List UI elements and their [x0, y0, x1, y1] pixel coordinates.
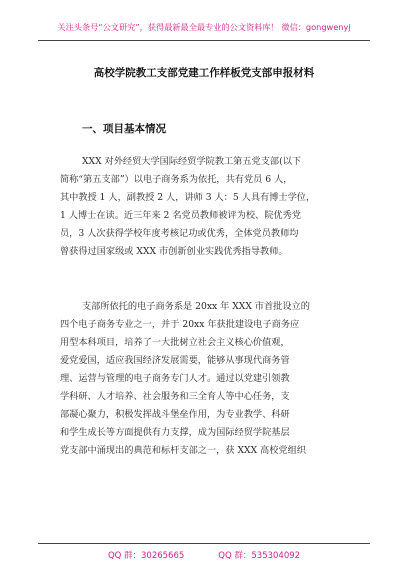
paragraph-line: XXX 对外经贸大学国际经贸学院教工第五党支部(以下 — [82, 156, 302, 167]
section-heading: 一、项目基本情况 — [82, 123, 166, 135]
paragraph-line: 和学生成长等方面提供有力支撑，成为国际经贸学院基层 — [60, 427, 290, 438]
paragraph-line: 1 人博士在读。近三年来 2 名党员教师被评为校、院优秀党 — [60, 210, 301, 221]
document-title: 高校学院教工支部党建工作样板党支部申报材料 — [93, 67, 315, 79]
paragraph-line: 理、运营与管理的电子商务专门人才。通过以党建引领教 — [60, 373, 290, 384]
paragraph-line: 简称“第五支部”）以电子商务系为依托，共有党员 6 人， — [60, 174, 293, 185]
footer-contacts — [0, 549, 408, 561]
qq-group-1: QQ 群：30265665 — [107, 551, 185, 561]
footer-divider — [38, 543, 370, 544]
paragraph-line: 爱党爱国，适应我国经济发展需要，能够从事现代商务管 — [60, 355, 290, 366]
paragraph-line: 党支部中涌现出的典范和标杆支部之一，获 XXX 高校党组织 — [60, 445, 306, 456]
header-divider — [38, 40, 370, 41]
qq-group-2: QQ 群：535304092 — [218, 551, 301, 561]
paragraph-line: 学科研、人才培养、社会服务和三全育人等中心任务，支 — [60, 391, 290, 402]
paragraph-line: 员，3 人次获得学校年度考核记功或优秀，全体党员教师均 — [60, 228, 299, 239]
paragraph-line: 四个电子商务专业之一，并于 20xx 年获批建设电子商务应 — [60, 319, 300, 330]
paragraph-line: 曾获得过国家级或 XXX 市创新创业实践优秀指导教师。 — [60, 246, 288, 257]
paragraph-line: 其中教授 1 人，副教授 2 人，讲师 3 人：5 人具有博士学位， — [60, 192, 316, 203]
paragraph-line: 部凝心聚力，积极发挥战斗堡垒作用，为专业教学、科研 — [60, 409, 290, 420]
paragraph-line: 用型本科项目，培养了一大批树立社会主义核心价值观， — [60, 337, 290, 348]
header-banner: 关注头条号“公文研究”，获得最新最全最专业的公文资料库！ 微信：gongwenyj — [57, 22, 351, 32]
paragraph-line: 支部所依托的电子商务系是 20xx 年 XXX 市首批设立的 — [82, 301, 310, 312]
